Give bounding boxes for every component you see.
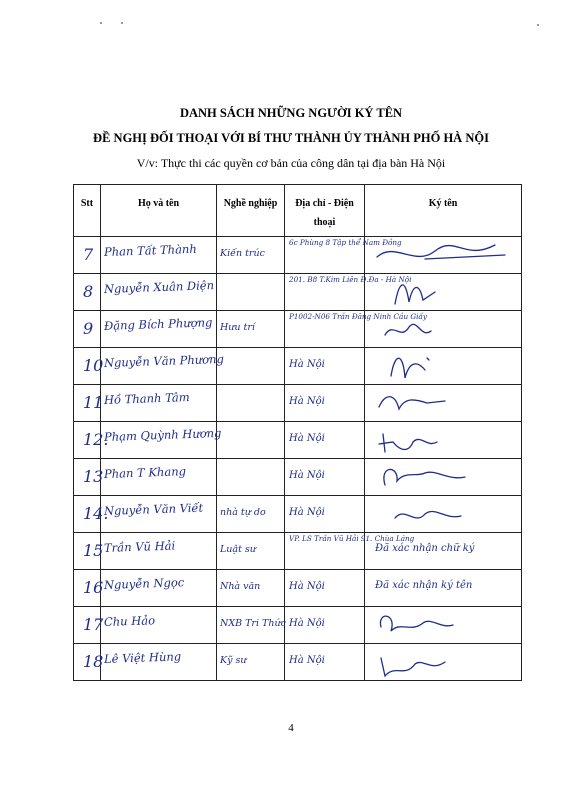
cell-signature — [365, 385, 522, 422]
row-number: 9 — [83, 319, 94, 338]
cell-stt — [74, 237, 101, 274]
signer-occupation: Kỹ sư — [220, 655, 247, 666]
signer-name: Nguyễn Văn Viết — [103, 500, 204, 518]
cell-name — [101, 459, 217, 496]
cell-signature — [365, 422, 522, 459]
signer-address: Hà Nội — [289, 359, 325, 370]
signature-table — [73, 184, 522, 681]
cell-stt — [74, 311, 101, 348]
row-number: 11 — [83, 393, 104, 412]
signer-name: Chu Hảo — [103, 613, 156, 629]
signer-occupation: Hưu trí — [220, 322, 255, 333]
cell-stt — [74, 385, 104, 422]
cell-signature — [365, 237, 522, 274]
header-occupation: Nghề nghiệp — [217, 185, 285, 237]
signer-address: Hà Nội — [289, 618, 325, 629]
cell-occupation — [217, 533, 285, 570]
cell-occupation — [217, 607, 285, 644]
cell-signature — [365, 274, 522, 311]
signature-mark — [365, 422, 522, 458]
cell-name — [101, 274, 217, 311]
cell-occupation — [217, 459, 285, 496]
row-number: 18 — [83, 652, 104, 671]
cell-occupation — [217, 496, 285, 533]
cell-occupation — [217, 422, 285, 459]
signer-occupation: NXB Tri Thức — [220, 618, 286, 629]
cell-stt — [74, 274, 101, 311]
signature-mark — [365, 607, 522, 643]
signature-mark — [365, 274, 522, 310]
header-stt: Stt — [74, 185, 101, 237]
signature-mark — [365, 311, 522, 347]
signer-address: P1002-N06 Trần Đăng Ninh Cầu Giấy — [289, 312, 427, 321]
table-row — [74, 459, 522, 496]
signer-name: Phạm Quỳnh Hương — [103, 425, 222, 444]
signer-name: Hồ Thanh Tâm — [103, 390, 190, 407]
signature-mark — [365, 459, 522, 495]
header-name: Họ và tên — [101, 185, 217, 237]
cell-stt — [74, 533, 104, 570]
cell-signature — [365, 607, 522, 644]
cell-occupation — [217, 348, 285, 385]
cell-address — [285, 348, 365, 385]
signature-mark — [365, 385, 522, 421]
table-row — [74, 311, 522, 348]
table-row — [74, 237, 522, 274]
cell-address — [285, 533, 415, 570]
signer-name: Nguyễn Ngọc — [103, 575, 185, 592]
cell-address — [285, 311, 427, 348]
signer-address: Hà Nội — [289, 655, 325, 666]
cell-name — [101, 348, 225, 385]
table-row — [74, 422, 522, 459]
cell-address — [285, 385, 365, 422]
signer-name: Nguyễn Văn Phương — [103, 351, 225, 370]
cell-name — [101, 311, 217, 348]
cell-address — [285, 496, 365, 533]
cell-address — [285, 644, 365, 681]
signer-address: 201. B8 T.Kim Liên Đ.Đa - Hà Nội — [289, 275, 412, 284]
cell-address — [285, 274, 412, 311]
signer-occupation: Nhà văn — [220, 581, 261, 592]
cell-stt — [74, 459, 104, 496]
signature-note: Đã xác nhận chữ ký — [375, 543, 475, 554]
cell-signature — [365, 459, 522, 496]
row-number: 10 — [83, 356, 104, 375]
cell-occupation — [217, 385, 285, 422]
cell-stt — [74, 348, 104, 385]
cell-address — [285, 237, 402, 274]
row-number: 7 — [83, 245, 94, 264]
row-number: 16 — [83, 578, 104, 597]
signer-address: 6c Phùng 8 Tập thể Nam Đồng — [289, 238, 402, 247]
cell-address — [285, 570, 365, 607]
signer-name: Nguyễn Xuân Diện — [103, 278, 215, 296]
row-number: 13 — [83, 467, 104, 486]
document-title: DANH SÁCH NHỮNG NGƯỜI KÝ TÊN — [179, 106, 403, 120]
cell-signature — [365, 496, 522, 533]
row-number: 15 — [83, 541, 104, 560]
table-row — [74, 533, 522, 570]
signature-note: Đã xác nhận ký tên — [375, 580, 473, 591]
table-row — [74, 274, 522, 311]
document-subtitle: ĐỀ NGHỊ ĐỐI THOẠI VỚI BÍ THƯ THÀNH ỦY THÀNH PHỐ HÀ NỘI — [93, 131, 489, 145]
signer-name: Phan T Khang — [103, 464, 187, 481]
cell-name — [101, 385, 217, 422]
cell-address — [285, 422, 365, 459]
cell-address — [285, 607, 365, 644]
table-row — [74, 348, 522, 385]
cell-name — [101, 422, 222, 459]
signature-mark — [365, 644, 522, 680]
cell-signature — [365, 644, 522, 681]
cell-name — [101, 533, 217, 570]
signature-mark — [365, 237, 522, 273]
row-number: 14. — [83, 504, 109, 523]
signer-occupation: Kiến trúc — [220, 248, 265, 259]
cell-stt — [74, 644, 104, 681]
cell-occupation — [217, 644, 285, 681]
table-row — [74, 607, 522, 644]
cell-occupation — [217, 570, 285, 607]
signer-address: Hà Nội — [289, 470, 325, 481]
cell-name — [101, 607, 217, 644]
row-number: 17 — [83, 615, 104, 634]
cell-signature — [365, 570, 522, 607]
signer-occupation: Luật sư — [220, 544, 256, 555]
table-row — [74, 385, 522, 422]
cell-name — [101, 570, 217, 607]
cell-occupation — [217, 274, 285, 311]
cell-occupation — [217, 237, 285, 274]
signer-occupation: nhà tự do — [220, 507, 266, 518]
signer-address: VP. LS Trần Vũ Hải 91. Chùa Láng — [289, 534, 415, 543]
table-row — [74, 570, 522, 607]
signer-address: Hà Nội — [289, 581, 325, 592]
table-row — [74, 496, 522, 533]
signer-name: Phan Tất Thành — [103, 241, 197, 259]
cell-occupation — [217, 311, 285, 348]
document-subject: V/v: Thực thi các quyền cơ bản của công dân tại địa bàn Hà Nội — [136, 156, 446, 170]
cell-stt — [74, 607, 104, 644]
row-number: 12. — [83, 430, 109, 449]
cell-signature — [365, 348, 522, 385]
table-header-row — [74, 185, 522, 237]
signature-mark — [365, 348, 522, 384]
cell-name — [101, 644, 217, 681]
cell-signature — [365, 533, 522, 570]
cell-name — [101, 237, 217, 274]
cell-name — [101, 496, 217, 533]
signer-name: Lê Việt Hùng — [103, 649, 182, 666]
cell-stt — [74, 496, 109, 533]
cell-stt — [74, 422, 109, 459]
signer-address: Hà Nội — [289, 433, 325, 444]
header-address: Địa chỉ - Điện thoại — [285, 185, 365, 237]
cell-address — [285, 459, 365, 496]
signer-address: Hà Nội — [289, 507, 325, 518]
signer-address: Hà Nội — [289, 396, 325, 407]
header-signature: Ký tên — [365, 185, 522, 237]
signer-name: Đặng Bích Phượng — [103, 315, 213, 333]
page-number: 4 — [288, 722, 294, 734]
cell-stt — [74, 570, 104, 607]
signer-name: Trần Vũ Hải — [103, 538, 176, 555]
cell-signature — [365, 311, 522, 348]
row-number: 8 — [83, 282, 94, 301]
signature-mark — [365, 496, 522, 532]
table-row — [74, 644, 522, 681]
